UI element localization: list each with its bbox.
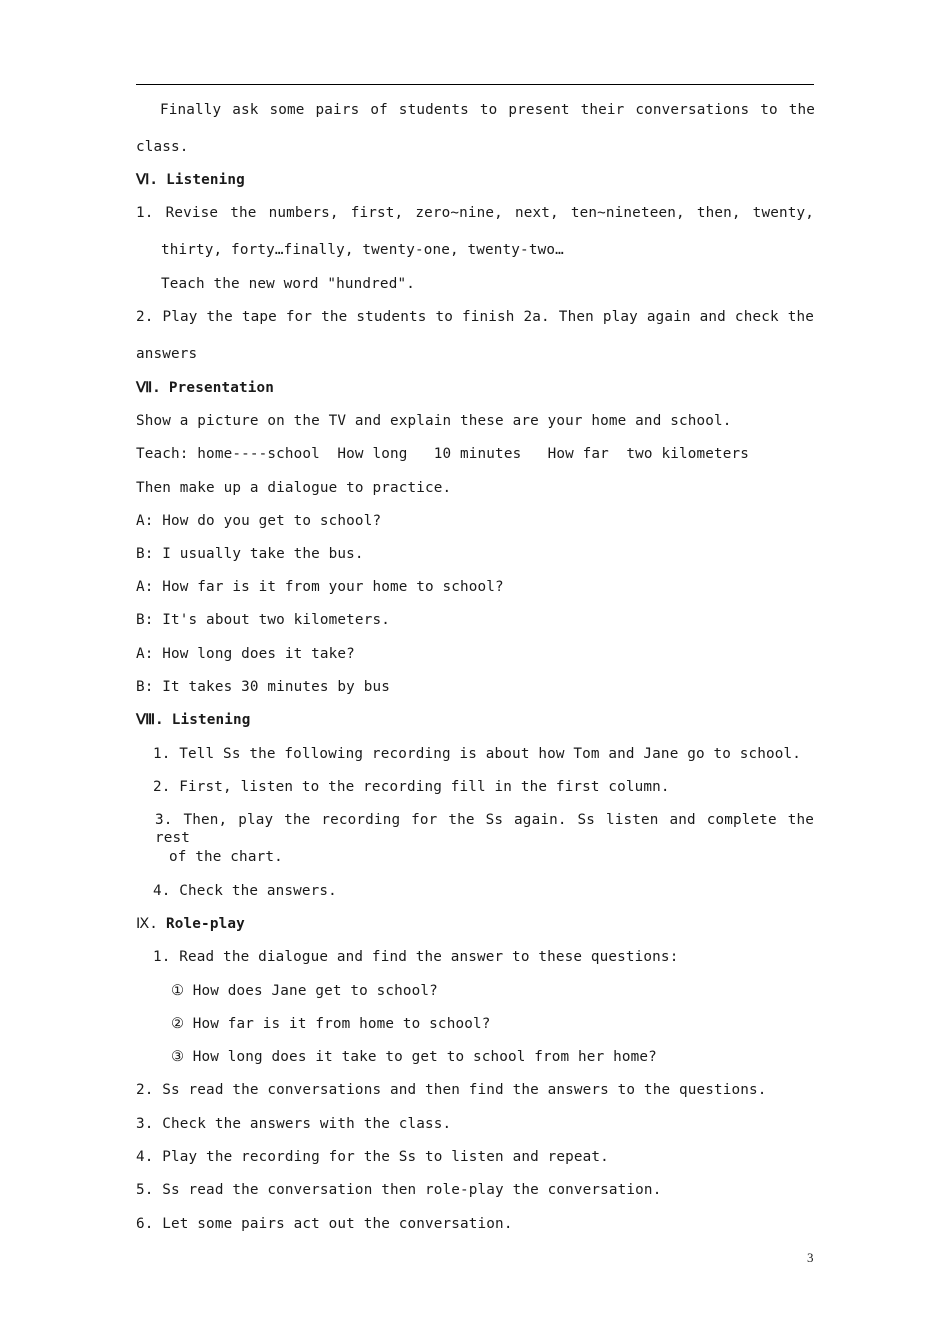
page-number: 3 [807, 1250, 814, 1265]
list-item: 4. Play the recording for the Ss to listen and repeat. [136, 1149, 609, 1165]
section-heading-presentation [136, 379, 274, 397]
dialogue-line: A: How do you get to school? [136, 513, 382, 529]
section-number: Ⅶ. [136, 380, 161, 396]
section-heading-listening-2 [136, 711, 251, 729]
question-item: ③ How long does it take to get to school from her home? [171, 1049, 657, 1065]
dialogue-line: B: It takes 30 minutes by bus [136, 679, 390, 695]
dialogue-line: B: I usually take the bus. [136, 546, 364, 562]
paragraph-line: Teach the new word "hundred". [161, 276, 415, 292]
header-rule [136, 84, 814, 85]
section-heading-listening [136, 171, 245, 189]
list-item: 1. Tell Ss the following recording is about how Tom and Jane go to school. [153, 746, 802, 762]
section-heading-role-play [136, 915, 245, 933]
list-item: 3. Then, play the recording for the Ss again. Ss listen and complete the rest [155, 812, 814, 846]
paragraph-line: Then make up a dialogue to practice. [136, 480, 452, 496]
dialogue-line: A: How long does it take? [136, 646, 355, 662]
list-item: 1. Revise the numbers, first, zero~nine, next, ten~nineteen, then, twenty, [136, 205, 814, 221]
list-item: 3. Check the answers with the class. [136, 1116, 452, 1132]
list-item: 2. Ss read the conversations and then find the answers to the questions. [136, 1082, 767, 1098]
section-title: Listening [171, 712, 251, 728]
list-item: 5. Ss read the conversation then role-play the conversation. [136, 1182, 662, 1198]
section-number: Ⅵ. [136, 172, 159, 188]
question-item: ① How does Jane get to school? [171, 983, 438, 999]
paragraph-line: Show a picture on the TV and explain these are your home and school. [136, 413, 732, 429]
dialogue-line: A: How far is it from your home to school? [136, 579, 504, 595]
list-item: 1. Read the dialogue and find the answer to these questions: [153, 949, 679, 965]
section-title: Role-play [166, 916, 245, 932]
section-title: Listening [166, 172, 245, 188]
question-item: ② How far is it from home to school? [171, 1016, 491, 1032]
paragraph-line: Finally ask some pairs of students to present their conversations to the [160, 102, 815, 118]
list-item: 4. Check the answers. [153, 883, 337, 899]
list-item: 2. First, listen to the recording fill in the first column. [153, 779, 670, 795]
section-number: Ⅸ. [136, 916, 159, 932]
dialogue-line: B: It's about two kilometers. [136, 612, 390, 628]
section-number: Ⅷ. [136, 712, 164, 728]
list-item-continuation: answers [136, 346, 198, 362]
list-item-continuation: of the chart. [169, 849, 283, 865]
paragraph-line: Teach: home----school How long 10 minutes How far two kilometers [136, 446, 750, 462]
list-item: 2. Play the tape for the students to finish 2a. Then play again and check the [136, 309, 814, 325]
list-item: 6. Let some pairs act out the conversation. [136, 1216, 513, 1232]
list-item-continuation: thirty, forty…finally, twenty-one, twenty-two… [161, 242, 564, 258]
paragraph-line: class. [136, 139, 189, 155]
section-title: Presentation [168, 380, 275, 396]
